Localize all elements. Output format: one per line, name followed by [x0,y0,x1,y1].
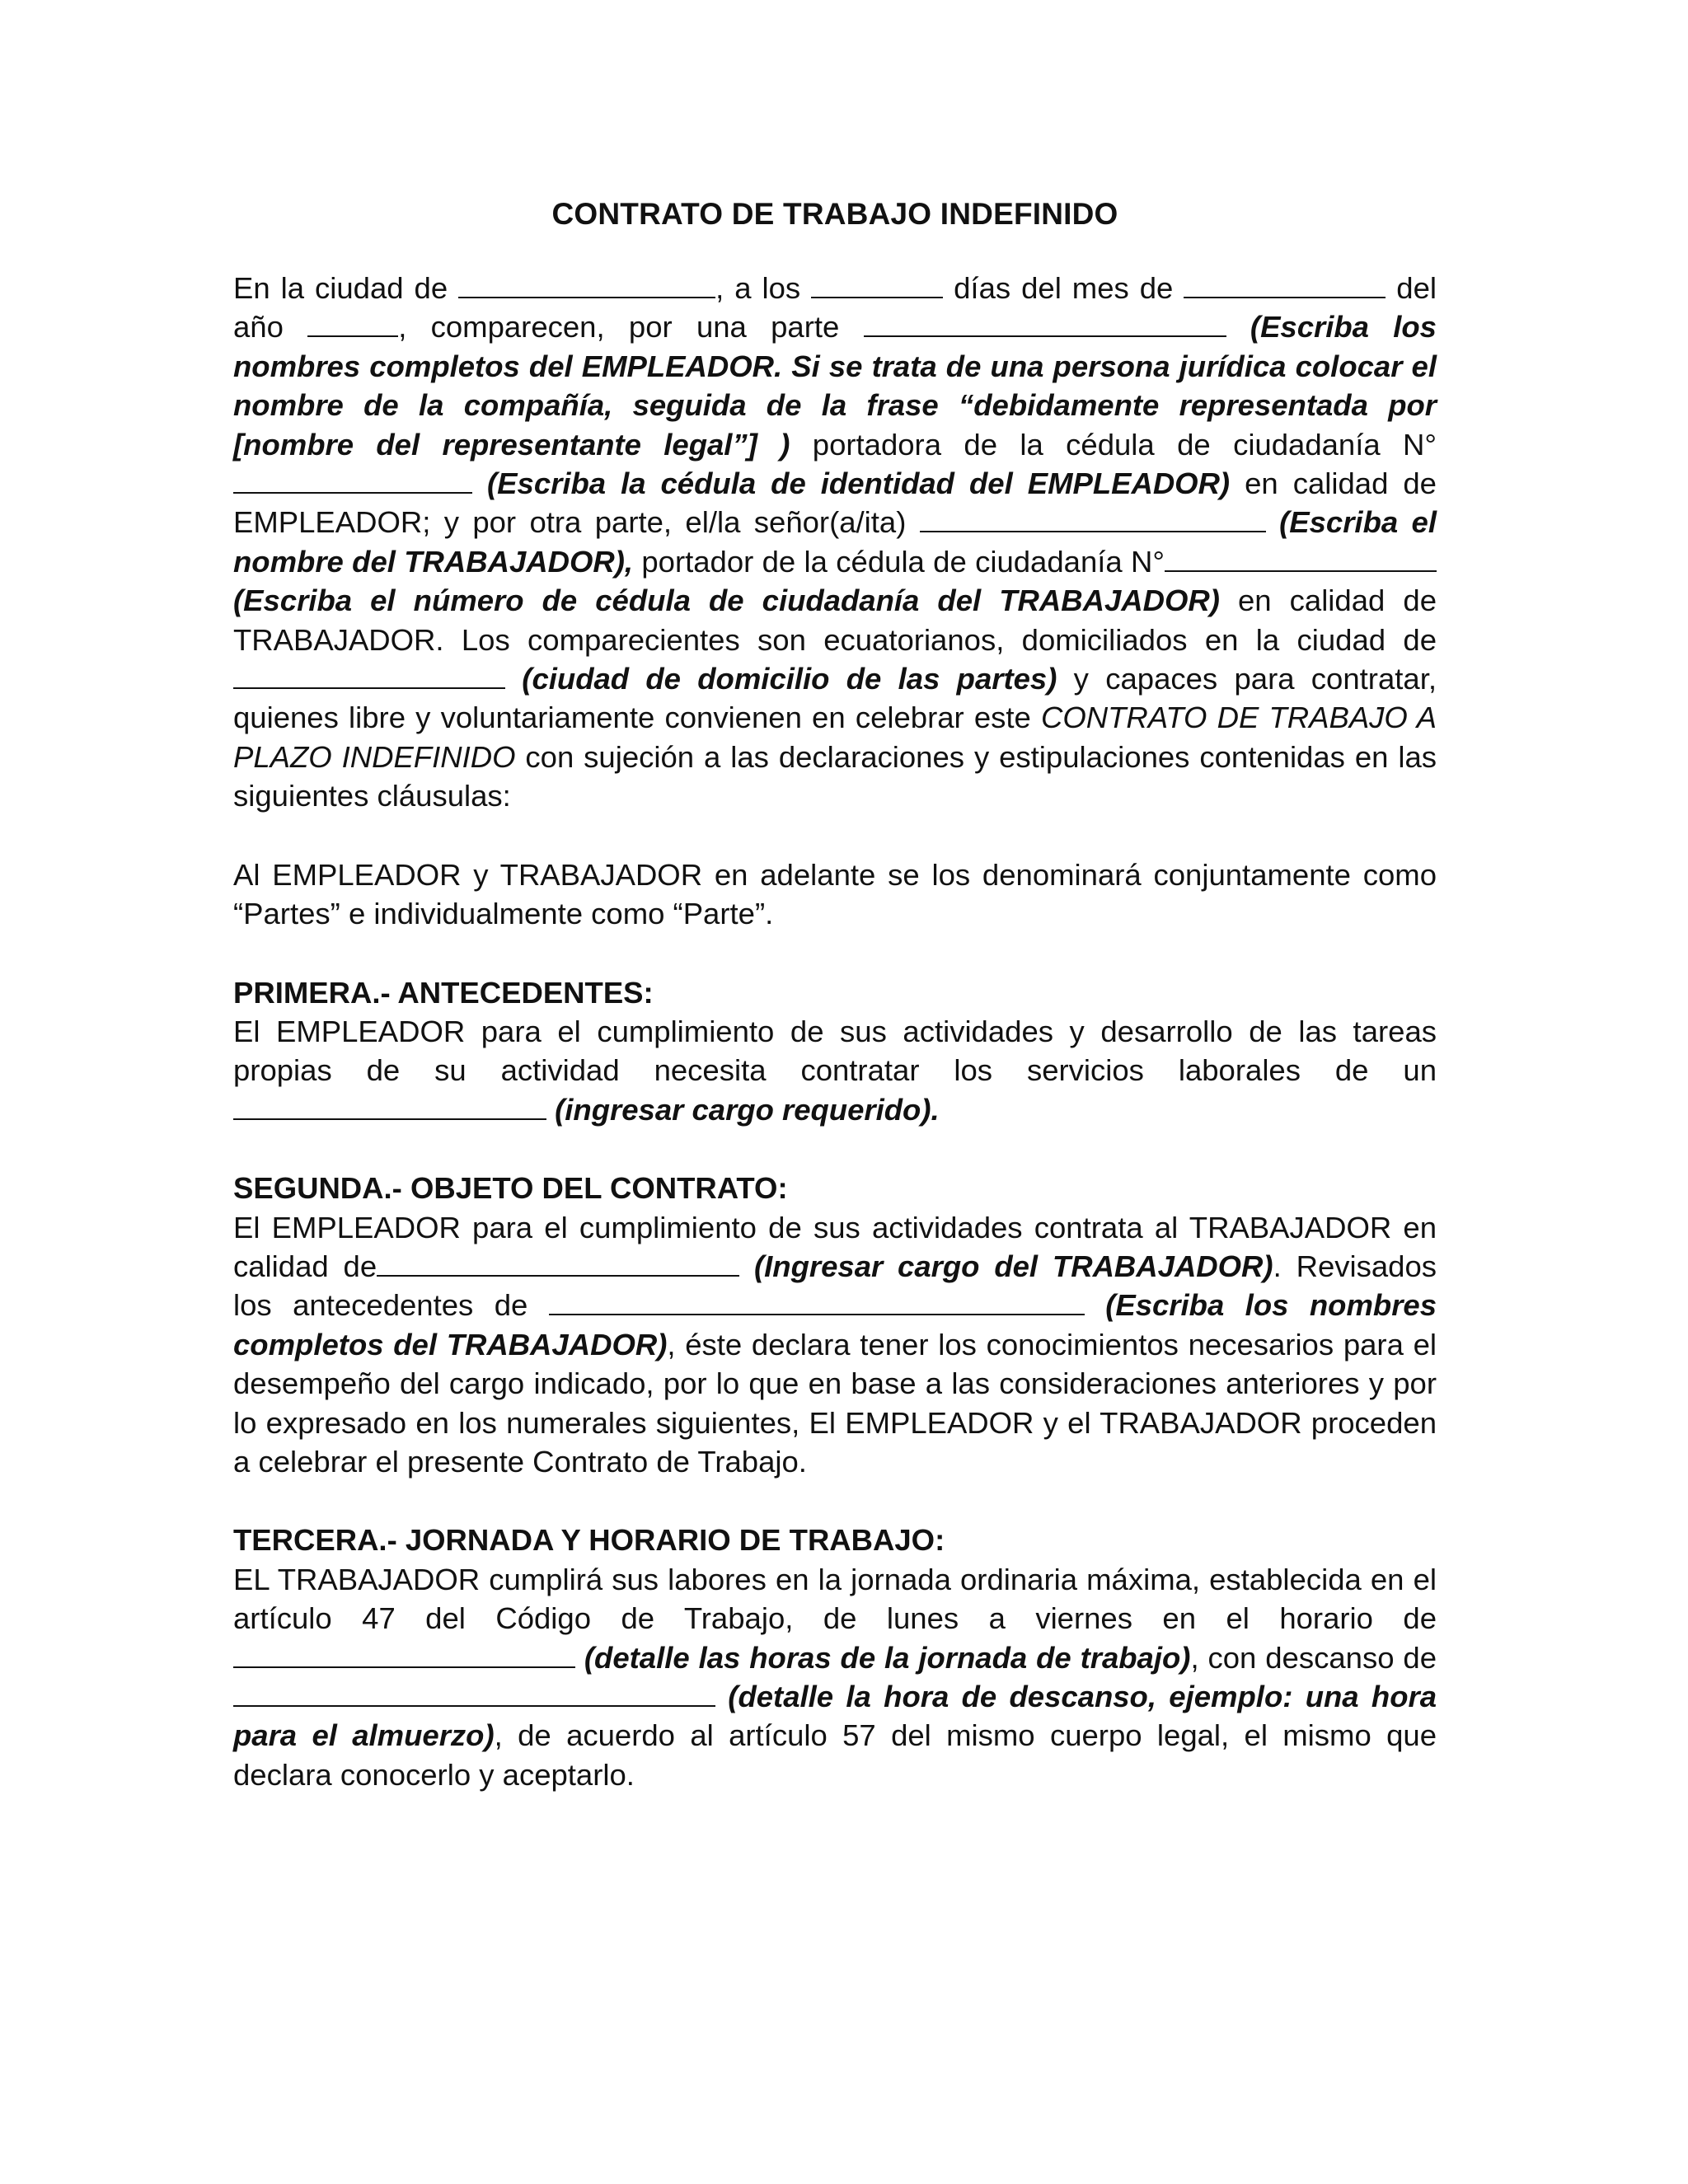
city-blank[interactable] [458,269,715,298]
segunda-text: , éste declara tener los conocimientos necesarios para el desempeño del cargo indicado, por lo que en base a las consideraciones anteriores y por lo expresado en los numerales siguientes, El EMPLEADOR y el TRABAJADOR proceden a celebrar el presente Contrato de Trabajo. [233,1327,1437,1479]
intro-text: portadora de la cédula de ciudadanía N° [790,427,1437,462]
intro-text: , a los [715,271,812,305]
primera-text: El EMPLEADOR para el cumplimiento de sus actividades y desarrollo de las tareas propias de su actividad necesita contratar los servicios laborales de un [233,1014,1437,1088]
contract-page [233,194,1437,1794]
worker-name-blank[interactable] [920,503,1266,532]
worker-name-note: (Escriba el nombre del TRABAJADOR), [233,505,1437,579]
worker-fullname-blank[interactable] [549,1286,1085,1315]
intro-text: En la ciudad de [233,271,459,305]
intro-text: días del mes de [943,271,1184,305]
rest-time-blank[interactable] [233,1677,715,1707]
intro-text: y capaces para contratar, quienes libre y voluntariamente convienen en celebrar este [233,662,1437,735]
required-position-blank[interactable] [233,1090,546,1120]
work-hours-note: (detalle las horas de la jornada de trabajo) [575,1640,1191,1675]
intro-text: , comparecen, por una parte [398,310,864,344]
intro-text: portador de la cédula de ciudadanía N° [633,544,1165,579]
tercera-paragraph [233,1560,1437,1794]
worker-id-note: (Escriba el número de cédula de ciudadanía del TRABAJADOR) [233,583,1220,618]
worker-position-note: (Ingresar cargo del TRABAJADOR) [739,1249,1273,1283]
section-heading-primera: PRIMERA.- ANTECEDENTES: [233,975,654,1010]
parties-note: Al EMPLEADOR y TRABAJADOR en adelante se los denominará conjuntamente como “Partes” e individualmente como “Parte”. [233,857,1437,931]
section-heading-tercera: TERCERA.- JORNADA Y HORARIO DE TRABAJO: [233,1523,945,1558]
section-heading-segunda: SEGUNDA.- OBJETO DEL CONTRATO: [233,1171,788,1206]
employer-id-note: (Escriba la cédula de identidad del EMPLEADOR) [487,466,1231,501]
intro-text: en calidad de EMPLEADOR; y por otra parte, el/la señor(a/ita) [233,466,1437,540]
tercera-text: , con descanso de [1190,1640,1437,1675]
segunda-paragraph [233,1208,1437,1482]
intro-text: con sujeción a las declaraciones y estipulaciones contenidas en las siguientes cláusulas: [233,739,1437,813]
domicile-city-blank[interactable] [233,659,505,689]
employer-name-note: (Escriba los nombres completos del EMPLEADOR. Si se trata de una persona jurídica colocar el nombre de la compañía, seguida de la frase “debidamente representada por [nombre del representante legal”] ) [233,310,1437,462]
employer-name-blank[interactable] [864,307,1226,337]
rest-time-note: (detalle la hora de descanso, ejemplo: una hora para el almuerzo) [233,1680,1437,1753]
primera-paragraph [233,1012,1437,1129]
document-title: CONTRATO DE TRABAJO INDEFINIDO [551,197,1118,231]
tercera-text: , de acuerdo al artículo 57 del mismo cuerpo legal, el mismo que declara conocerlo y aceptarlo. [233,1718,1437,1792]
month-blank[interactable] [1184,269,1386,298]
segunda-text: . Revisados los antecedentes de [233,1249,1437,1323]
contract-type-text: CONTRATO DE TRABAJO A PLAZO INDEFINIDO [233,701,1437,774]
day-blank[interactable] [811,269,943,298]
intro-text: en calidad de TRABAJADOR. Los comparecientes son ecuatorianos, domiciliados en la ciudad de [233,583,1437,657]
segunda-text: El EMPLEADOR para el cumplimiento de sus actividades contrata al TRABAJADOR en calidad de [233,1210,1437,1283]
year-blank[interactable] [307,307,398,337]
employer-id-blank[interactable] [233,464,472,494]
work-hours-blank[interactable] [233,1638,575,1668]
required-position-note: (ingresar cargo requerido). [546,1092,940,1127]
intro-text: del año [233,271,1437,344]
domicile-note: (ciudad de domicilio de las partes) [522,662,1057,696]
worker-position-blank[interactable] [377,1247,739,1277]
intro-paragraph [233,269,1437,816]
tercera-text: EL TRABAJADOR cumplirá sus labores en la jornada ordinaria máxima, establecida en el artículo 47 del Código de Trabajo, de lunes a viernes en el horario de [233,1562,1437,1636]
worker-fullname-note: (Escriba los nombres completos del TRABAJADOR) [233,1288,1437,1361]
worker-id-blank[interactable] [1165,542,1437,572]
